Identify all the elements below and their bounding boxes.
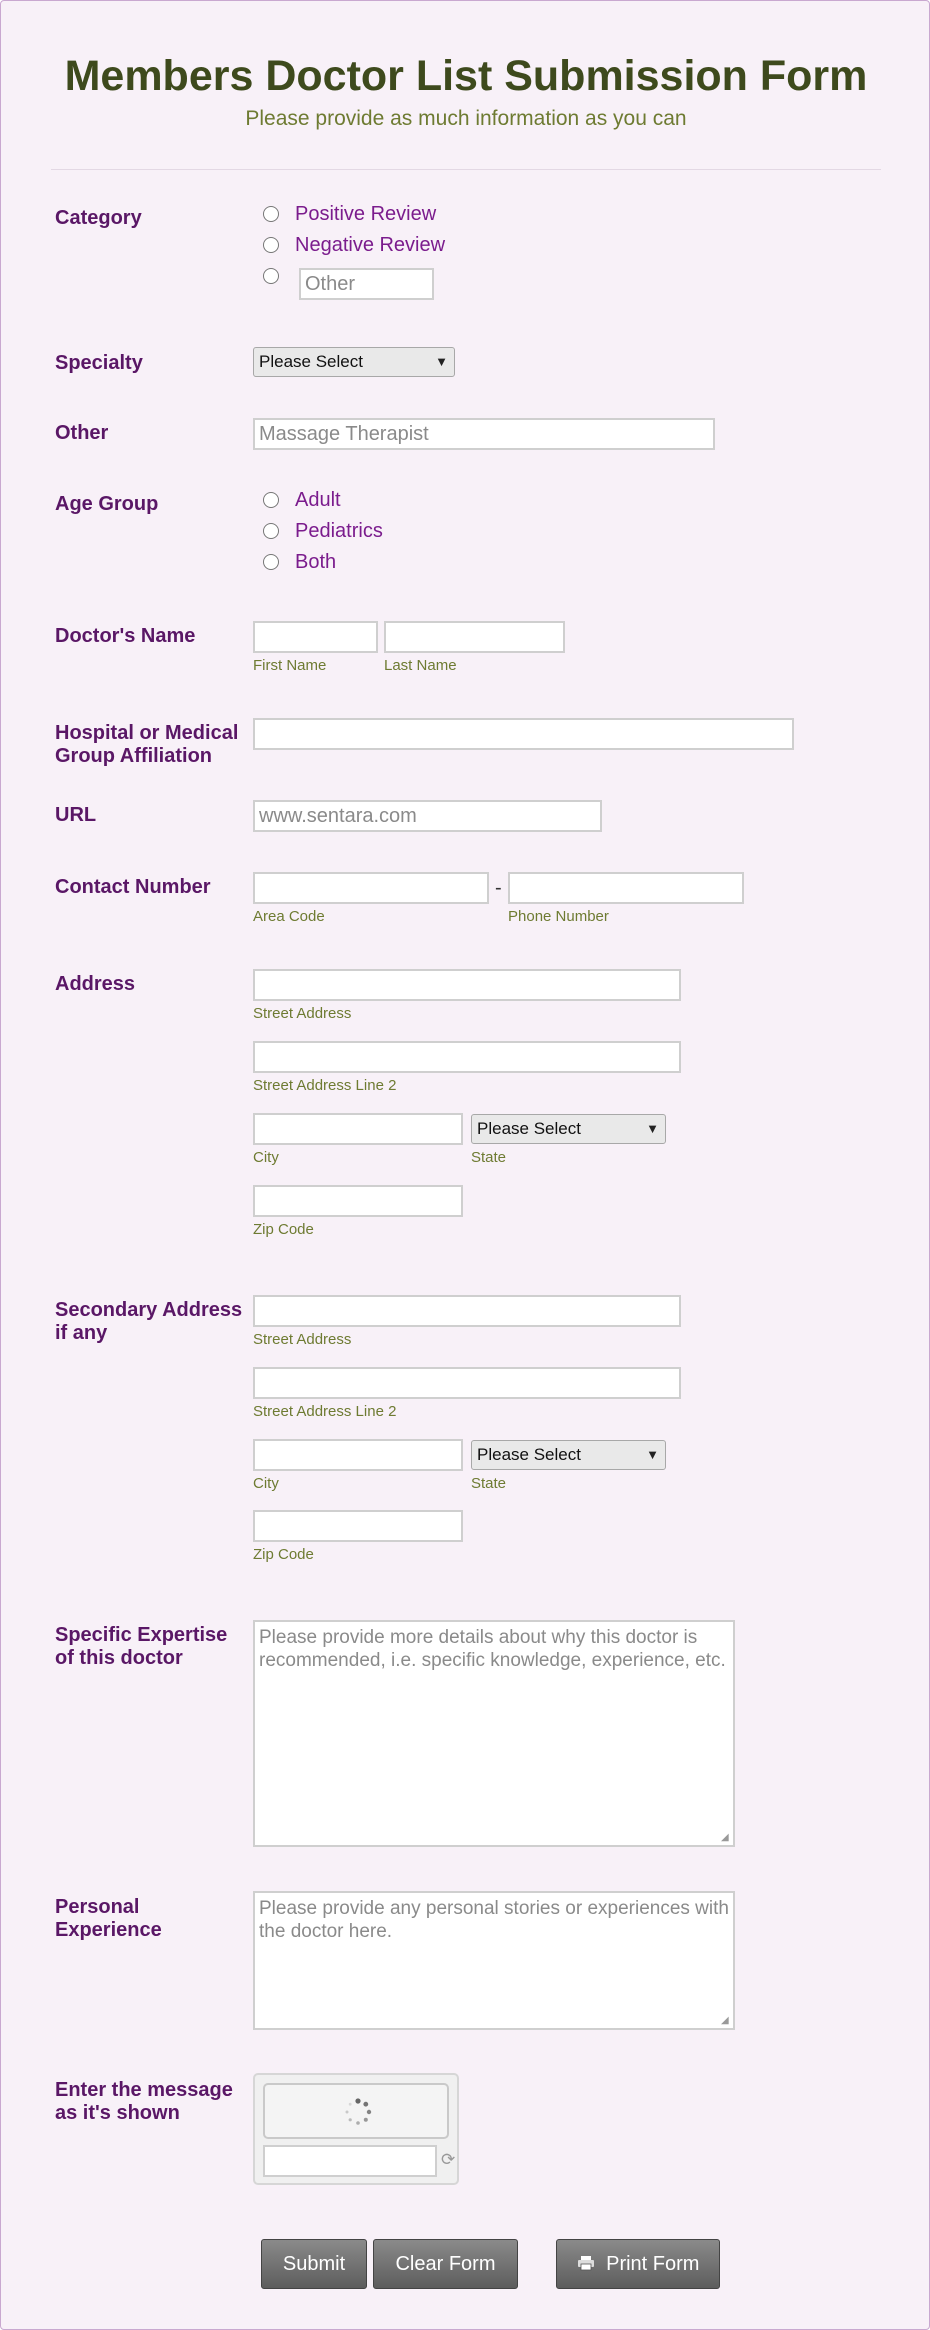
radio-button[interactable] [263,237,279,253]
print-form-button[interactable] [556,2239,720,2289]
personal-experience-label: Personal Experience [55,1896,162,1941]
chevron-down-icon: ▼ [435,354,448,369]
category-option-negative[interactable] [263,232,445,258]
chevron-down-icon: ▼ [646,1121,659,1136]
area-code-input[interactable] [253,872,489,904]
category-option-other[interactable] [263,263,279,289]
radio-button[interactable] [263,268,279,284]
secondary-street-address-sublabel: Street Address [253,1331,352,1348]
print-form-label: Print Form [606,2253,700,2275]
street-address-input[interactable] [253,969,681,1001]
radio-button[interactable] [263,206,279,222]
age-group-label: Age Group [55,493,159,515]
category-label: Category [55,207,142,229]
radio-button[interactable] [263,523,279,539]
url-label: URL [55,804,97,826]
category-option-label: Negative Review [295,233,446,256]
address-label: Address [55,973,136,995]
hospital-input[interactable] [253,718,794,750]
area-code-sublabel: Area Code [253,908,325,925]
submit-button[interactable]: Submit [261,2239,367,2289]
age-group-option-label: Pediatrics [295,519,383,542]
expertise-placeholder: Please provide more details about why this doctor is recommended, i.e. specific knowledge, experience, etc. [259,1627,726,1671]
secondary-street-address-line2-sublabel: Street Address Line 2 [253,1403,397,1420]
other-label: Other [55,422,109,444]
personal-experience-textarea[interactable] [253,1891,735,2030]
expertise-textarea[interactable] [253,1620,735,1847]
resize-handle-icon[interactable]: ◢ [721,1832,729,1843]
category-option-label: Positive Review [295,202,437,225]
specialty-select[interactable] [253,347,455,377]
secondary-zip-code-input[interactable] [253,1510,463,1542]
doctor-name-label: Doctor's Name [55,625,196,647]
expertise-label: Specific Expertise of this doctor [55,1624,228,1669]
city-input[interactable] [253,1113,463,1145]
captcha-widget [253,2073,459,2185]
secondary-state-select[interactable] [471,1440,666,1470]
radio-button[interactable] [263,554,279,570]
secondary-address-label: Secondary Address if any [55,1299,243,1344]
phone-number-input[interactable] [508,872,744,904]
category-option-positive[interactable] [263,201,436,227]
secondary-city-input[interactable] [253,1439,463,1471]
zip-code-sublabel: Zip Code [253,1221,314,1238]
state-select[interactable] [471,1114,666,1144]
phone-number-sublabel: Phone Number [508,908,609,925]
secondary-city-sublabel: City [253,1475,279,1492]
loading-spinner-icon [343,2097,373,2127]
street-address-line2-input[interactable] [253,1041,681,1073]
secondary-street-address-line2-input[interactable] [253,1367,681,1399]
secondary-state-sublabel: State [471,1475,507,1492]
state-sublabel: State [471,1149,507,1166]
clear-form-button[interactable]: Clear Form [373,2239,518,2289]
phone-separator: - [495,877,502,899]
captcha-label: Enter the message as it's shown [55,2079,233,2124]
hospital-label: Hospital or Medical Group Affiliation [55,722,239,767]
specialty-label: Specialty [55,352,143,374]
url-input[interactable]: www.sentara.com [253,800,602,832]
captcha-input[interactable] [263,2145,437,2177]
other-input[interactable]: Massage Therapist [253,418,715,450]
secondary-zip-code-sublabel: Zip Code [253,1546,314,1563]
resize-handle-icon[interactable]: ◢ [721,2015,729,2026]
city-sublabel: City [253,1149,279,1166]
age-group-option-both[interactable] [263,549,336,575]
first-name-input[interactable] [253,621,378,653]
personal-experience-placeholder: Please provide any personal stories or experiences with the doctor here. [259,1898,729,1942]
first-name-sublabel: First Name [253,657,327,674]
state-selected-value: Please Select [477,1119,581,1138]
secondary-state-selected-value: Please Select [477,1445,581,1464]
category-other-input[interactable]: Other [299,268,434,300]
last-name-sublabel: Last Name [384,657,457,674]
captcha-image [263,2083,449,2139]
header-divider [51,169,881,170]
specialty-selected-value: Please Select [259,352,363,371]
street-address-line2-sublabel: Street Address Line 2 [253,1077,397,1094]
last-name-input[interactable] [384,621,565,653]
street-address-sublabel: Street Address [253,1005,352,1022]
radio-button[interactable] [263,492,279,508]
chevron-down-icon: ▼ [646,1447,659,1462]
age-group-option-label: Adult [295,488,341,511]
secondary-street-address-input[interactable] [253,1295,681,1327]
refresh-icon[interactable]: ⟳ [441,2150,456,2169]
form-subtitle: Please provide as much information as you can [245,107,687,130]
contact-number-label: Contact Number [55,876,211,898]
zip-code-input[interactable] [253,1185,463,1217]
form-header [51,49,881,131]
age-group-option-label: Both [295,550,337,573]
printer-icon [577,2255,595,2271]
age-group-option-pediatrics[interactable] [263,518,383,544]
age-group-option-adult[interactable] [263,487,341,513]
form-title: Members Doctor List Submission Form [64,52,868,100]
